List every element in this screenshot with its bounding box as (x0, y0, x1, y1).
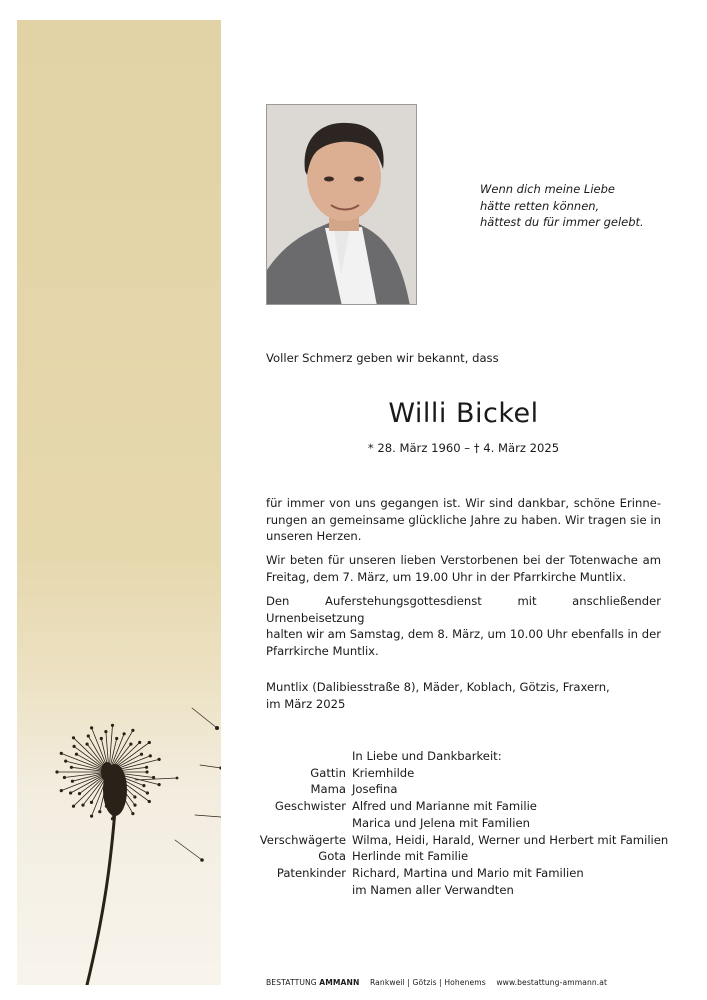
text-line: für immer von uns gegangen ist. Wir sind dankbar, schöne Erinne- (266, 496, 661, 510)
footer-locations: Rankweil | Götzis | Hohenems (369, 978, 486, 987)
funeral-home-footer (266, 978, 686, 987)
relation-label (230, 882, 352, 899)
paragraph-wake (266, 552, 661, 585)
list-item (230, 815, 690, 832)
list-item (230, 865, 690, 882)
mourner-names: Wilma, Heidi, Harald, Werner und Herbert mit Familien (352, 832, 669, 847)
relation-label: Gota (318, 849, 346, 864)
memorial-quote (480, 181, 680, 231)
text-line: Freitag, dem 7. März, um 19.00 Uhr in der Pfarrkirche Muntlix. (266, 569, 627, 584)
relation-label (230, 815, 352, 832)
deceased-name: Willi Bickel (388, 398, 539, 429)
relation-label: Patenkinder (276, 865, 346, 880)
text-line: Muntlix (Dalibiesstraße 8), Mäder, Koblach, Götzis, Fraxern, (266, 680, 610, 694)
list-item (230, 798, 690, 815)
quote-line: hättest du für immer gelebt. (480, 215, 644, 229)
list-item (230, 748, 690, 765)
text-line: unseren Herzen. (266, 529, 362, 544)
text-line: Den Auferstehungsgottesdienst mit anschließender Urnenbeisetzung (266, 594, 661, 625)
relation-label (230, 748, 352, 765)
mourner-names: In Liebe und Dankbarkeit: (352, 749, 502, 763)
mourner-names: Marica und Jelena mit Familien (352, 815, 530, 830)
mourner-names: Herlinde mit Familie (352, 849, 469, 864)
life-dates: * 28. März 1960 – † 4. März 2025 (367, 441, 560, 455)
relation-label: Gattin (310, 765, 346, 780)
text-line: Pfarrkirche Muntlix. (266, 644, 379, 659)
relation-label: Verschwägerte (259, 832, 346, 847)
mourner-names: Josefina (352, 782, 398, 797)
quote-line: Wenn dich meine Liebe (480, 182, 615, 196)
mourner-names: Richard, Martina und Mario mit Familien (352, 865, 584, 880)
quote-line: hätte retten können, (480, 198, 600, 213)
list-item (230, 832, 690, 849)
announcement-intro: Voller Schmerz geben wir bekannt, dass (266, 351, 499, 365)
text-line: Wir beten für unseren lieben Verstorbenen bei der Totenwache am (266, 553, 661, 567)
paragraph-gratitude (266, 495, 661, 545)
mourner-names: im Namen aller Verwandten (352, 882, 514, 897)
list-item (230, 781, 690, 798)
decorative-sidebar (17, 20, 221, 985)
mourner-names: Alfred und Marianne mit Familie (352, 799, 537, 814)
portrait-figure (267, 105, 417, 305)
portrait-photo (266, 104, 417, 305)
list-item (230, 882, 690, 899)
dandelion-illustration (17, 20, 221, 985)
place-and-date (266, 679, 661, 712)
mourners-list (230, 748, 690, 898)
footer-brand-name: AMMANN (319, 978, 360, 987)
list-item (230, 848, 690, 865)
paragraph-service (266, 593, 661, 660)
footer-website[interactable]: www.bestattung-ammann.at (496, 978, 608, 987)
text-line: im März 2025 (266, 696, 346, 711)
relation-label: Mama (310, 782, 346, 797)
relation-label: Geschwister (274, 799, 346, 814)
text-line: halten wir am Samstag, dem 8. März, um 10.00 Uhr ebenfalls in der (266, 627, 661, 642)
mourner-names: Kriemhilde (352, 765, 415, 780)
text-line: rungen an gemeinsame glückliche Jahre zu haben. Wir tragen sie in (266, 512, 661, 527)
list-item (230, 765, 690, 782)
footer-brand-prefix: BESTATTUNG (266, 978, 317, 987)
